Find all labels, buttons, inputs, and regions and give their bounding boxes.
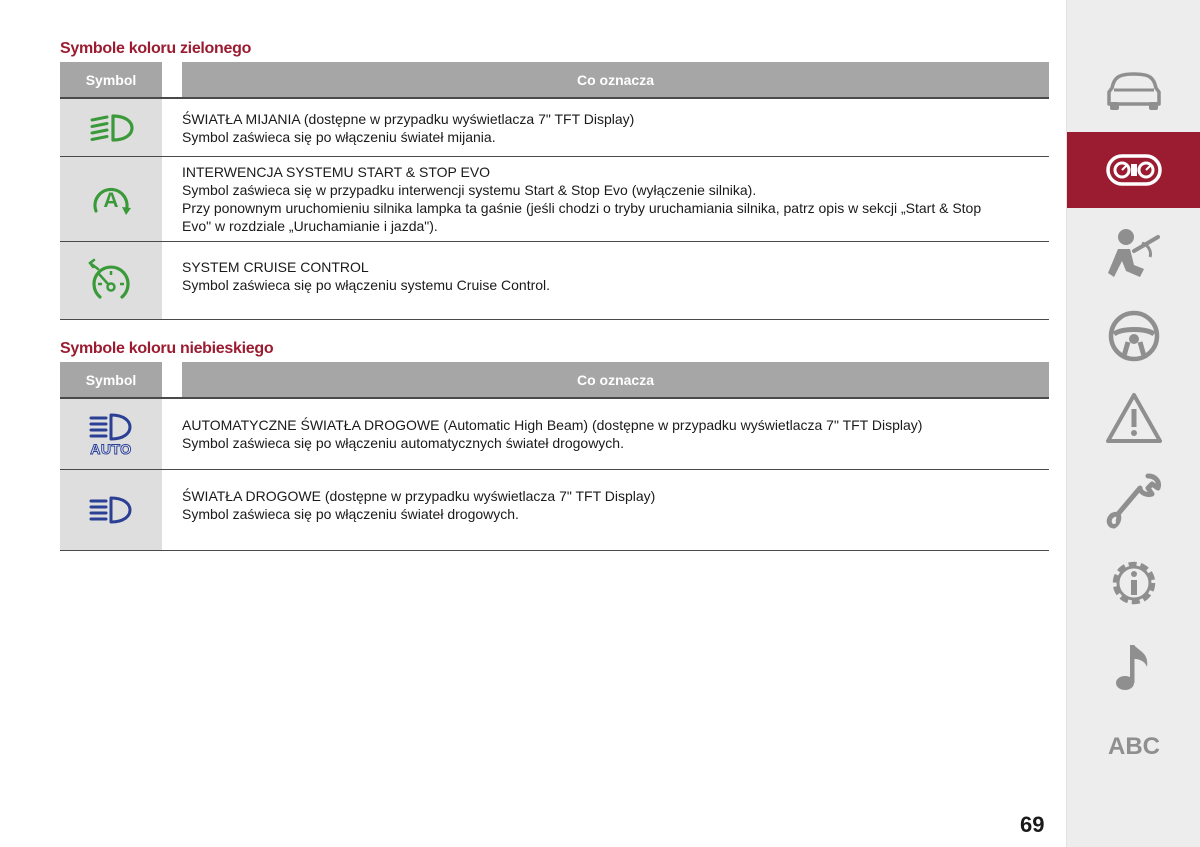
table-row [60,157,1049,242]
table-row [60,399,1049,470]
row-description: Symbol zaświeca się po włączeniu świateł drogowych. [182,506,519,522]
warning-triangle-icon [1104,391,1164,445]
svg-text:A: A [103,189,119,212]
sidebar-item-technical-data[interactable] [1067,545,1200,620]
section-title-green: Symbole koloru zielonego [60,40,252,57]
header-meaning: Co oznacza [182,362,1049,397]
row-title: INTERWENCJA SYSTEMU START & STOP EVO [182,164,491,180]
dashboard-icon [1104,152,1164,188]
auto-high-beam-icon [60,399,162,469]
music-note-icon [1109,639,1159,693]
row-description: Symbol zaświeca się po włączeniu systemu Cruise Control. [182,277,551,293]
sidebar-item-maintenance[interactable] [1067,463,1200,538]
table-row [60,470,1049,551]
wrench-icon [1106,472,1162,530]
header-symbol: Symbol [60,62,162,97]
header-symbol: Symbol [60,362,162,397]
start-stop-icon [60,157,162,241]
table-row [60,242,1049,320]
car-icon [1104,68,1164,112]
row-description: Przy ponownym uruchomieniu silnika lampka ta gaśnie (jeśli chodzi o tryby uruchamiania silnika, patrz opis w sekcji „Start & Stop [182,200,982,216]
row-description: Evo" w rozdziale „Uruchamianie i jazda"). [182,218,438,234]
dipped-beam-icon [60,99,162,156]
section-title-blue: Symbole koloru niebieskiego [60,340,274,357]
row-title: ŚWIATŁA MIJANIA (dostępne w przypadku wyświetlacza 7" TFT Display) [182,111,635,127]
cruise-control-icon [60,242,162,319]
airbag-safety-icon [1104,225,1164,281]
sidebar-item-emergency[interactable] [1067,380,1200,455]
row-description: Symbol zaświeca się po włączeniu świateł mijania. [182,129,496,145]
high-beam-icon [60,470,162,550]
sidebar-item-dashboard[interactable] [1067,132,1200,208]
header-meaning: Co oznacza [182,62,1049,97]
sidebar-item-car[interactable] [1067,55,1200,125]
sidebar-item-multimedia[interactable] [1067,628,1200,703]
table-header [60,362,1049,399]
abc-label: ABC [1108,733,1160,760]
page-number: 69 [1020,812,1045,837]
sidebar-item-driving[interactable] [1067,298,1200,373]
row-title: AUTOMATYCZNE ŚWIATŁA DROGOWE (Automatic High Beam) (dostępne w przypadku wyświetlacza 7" TFT Display) [182,417,923,433]
steering-wheel-icon [1106,308,1162,364]
row-title: ŚWIATŁA DROGOWE (dostępne w przypadku wyświetlacza 7" TFT Display) [182,488,656,504]
green-symbols-table [60,62,1049,320]
row-description: Symbol zaświeca się po włączeniu automatycznych świateł drogowych. [182,435,624,451]
chapter-sidebar [1066,0,1200,847]
row-description: Symbol zaświeca się w przypadku interwencji systemu Start & Stop Evo (wyłączenie silnika). [182,182,757,198]
auto-label: AUTO [90,441,132,457]
table-header [60,62,1049,99]
sidebar-item-safety[interactable] [1067,215,1200,290]
row-title: SYSTEM CRUISE CONTROL [182,259,369,275]
blue-symbols-table [60,362,1049,551]
sidebar-item-index[interactable] [1067,722,1200,772]
info-gear-icon [1106,555,1162,611]
table-row [60,99,1049,157]
